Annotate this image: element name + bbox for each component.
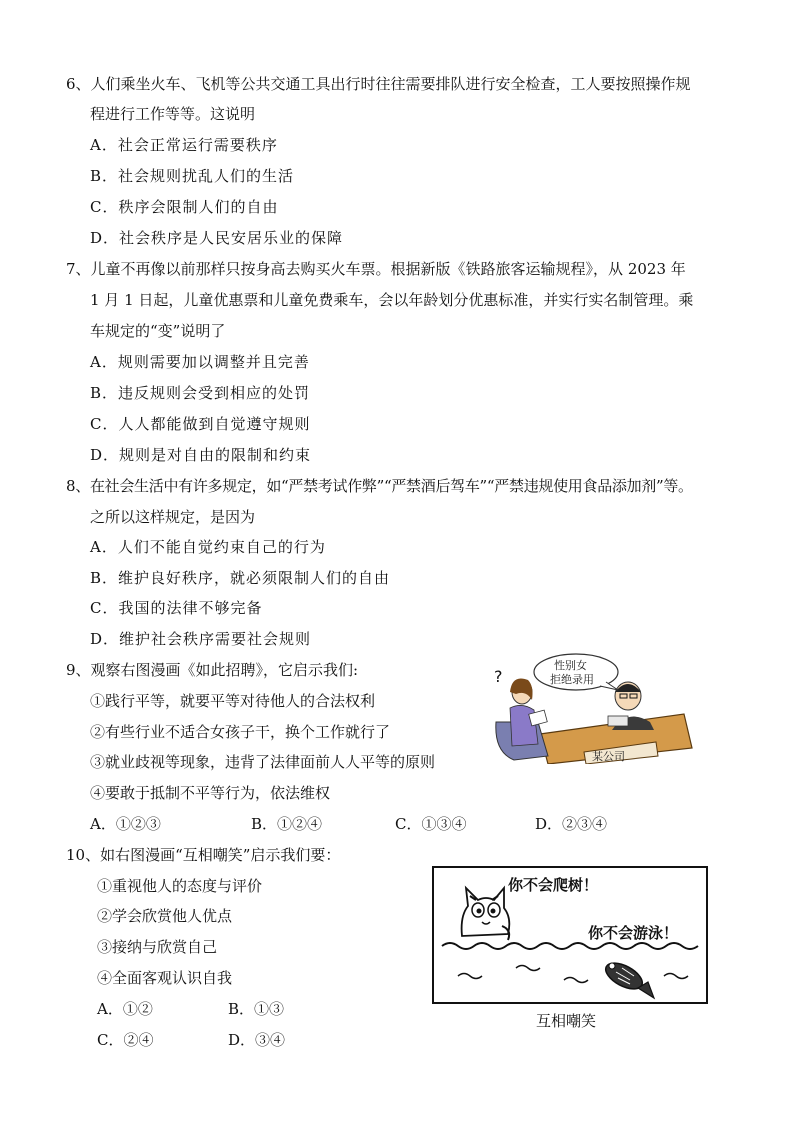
q9-statement-3: ③就业歧视等现象，违背了法律面前人人平等的原则 [90, 753, 436, 771]
q8-stem-line1: 8、在社会生活中有许多规定，如“严禁考试作弊”“严禁酒后驾车”“严禁违规使用食品添加剂”等。 [66, 477, 693, 495]
q9-option-b: B．①②④ [251, 815, 323, 833]
q6-stem-line2: 程进行工作等等。这说明 [90, 105, 256, 123]
bubble-line-1: 性别女 [554, 659, 587, 672]
q7-option-c: C．人人都能做到自觉遵守规则 [90, 415, 311, 433]
q9-option-c: C．①③④ [395, 815, 467, 833]
q7-stem-line1: 7、儿童不再像以前那样只按身高去购买火车票。根据新版《铁路旅客运输规程》，从 2023 年 [66, 260, 686, 278]
q6-option-b: B．社会规则扰乱人们的生活 [90, 167, 295, 185]
fish-speech: 你不会游泳！ [588, 924, 679, 942]
q6-option-d: D．社会秩序是人民安居乐业的保障 [90, 229, 344, 247]
q9-statement-2: ②有些行业不适合女孩子干，换个工作就行了 [90, 723, 391, 741]
q8-stem-line2: 之所以这样规定，是因为 [90, 508, 256, 526]
q7-option-a: A．规则需要加以调整并且完善 [90, 353, 310, 371]
q6-stem-line1: 6、人们乘坐火车、飞机等公共交通工具出行时往往需要排队进行安全检查，工人要按照操作规 [66, 75, 691, 93]
q10-option-c: C．②④ [97, 1031, 154, 1049]
q10-option-a: A．①② [97, 1000, 153, 1018]
bubble-line-2: 拒绝录用 [550, 673, 594, 686]
q10-statement-4: ④全面客观认识自我 [97, 969, 233, 987]
q10-comic-caption: 互相嘲笑 [536, 1012, 597, 1030]
q7-stem-line2: 1 月 1 日起，儿童优惠票和儿童免费乘车，会以年龄划分优惠标准，并实行实名制管理。乘 [90, 291, 694, 309]
q9-hiring-comic [488, 652, 694, 764]
q7-option-d: D．规则是对自由的限制和约束 [90, 446, 312, 464]
q10-statement-1: ①重视他人的态度与评价 [97, 877, 263, 895]
q6-option-a: A．社会正常运行需要秩序 [90, 136, 278, 154]
q9-statement-4: ④要敢于抵制不平等行为，依法维权 [90, 784, 331, 802]
q7-stem-line3: 车规定的“变”说明了 [90, 322, 226, 340]
q9-stem: 9、观察右图漫画《如此招聘》，它启示我们: [66, 661, 359, 679]
q9-statement-1: ①践行平等，就要平等对待他人的合法权利 [90, 692, 376, 710]
q8-option-a: A．人们不能自觉约束自己的行为 [90, 538, 326, 556]
desk-sign-text: 某公司 [592, 750, 625, 763]
q7-option-b: B．违反规则会受到相应的处罚 [90, 384, 311, 402]
q10-option-b: B．①③ [228, 1000, 285, 1018]
q10-option-d: D．③④ [228, 1031, 286, 1049]
q9-option-a: A．①②③ [90, 815, 161, 833]
q10-statement-2: ②学会欣赏他人优点 [97, 907, 233, 925]
q10-mocking-comic [432, 866, 708, 1004]
q9-option-d: D．②③④ [535, 815, 608, 833]
q10-statement-3: ③接纳与欣赏自己 [97, 938, 218, 956]
cat-speech: 你不会爬树！ [508, 876, 599, 894]
q10-stem: 10、如右图漫画“互相嘲笑”启示我们要： [66, 846, 341, 864]
question-mark: ? [494, 667, 503, 686]
q6-option-c: C．秩序会限制人们的自由 [90, 198, 279, 216]
q8-option-c: C．我国的法律不够完备 [90, 599, 263, 617]
q8-option-b: B．维护良好秩序，就必须限制人们的自由 [90, 569, 391, 587]
q8-option-d: D．维护社会秩序需要社会规则 [90, 630, 312, 648]
